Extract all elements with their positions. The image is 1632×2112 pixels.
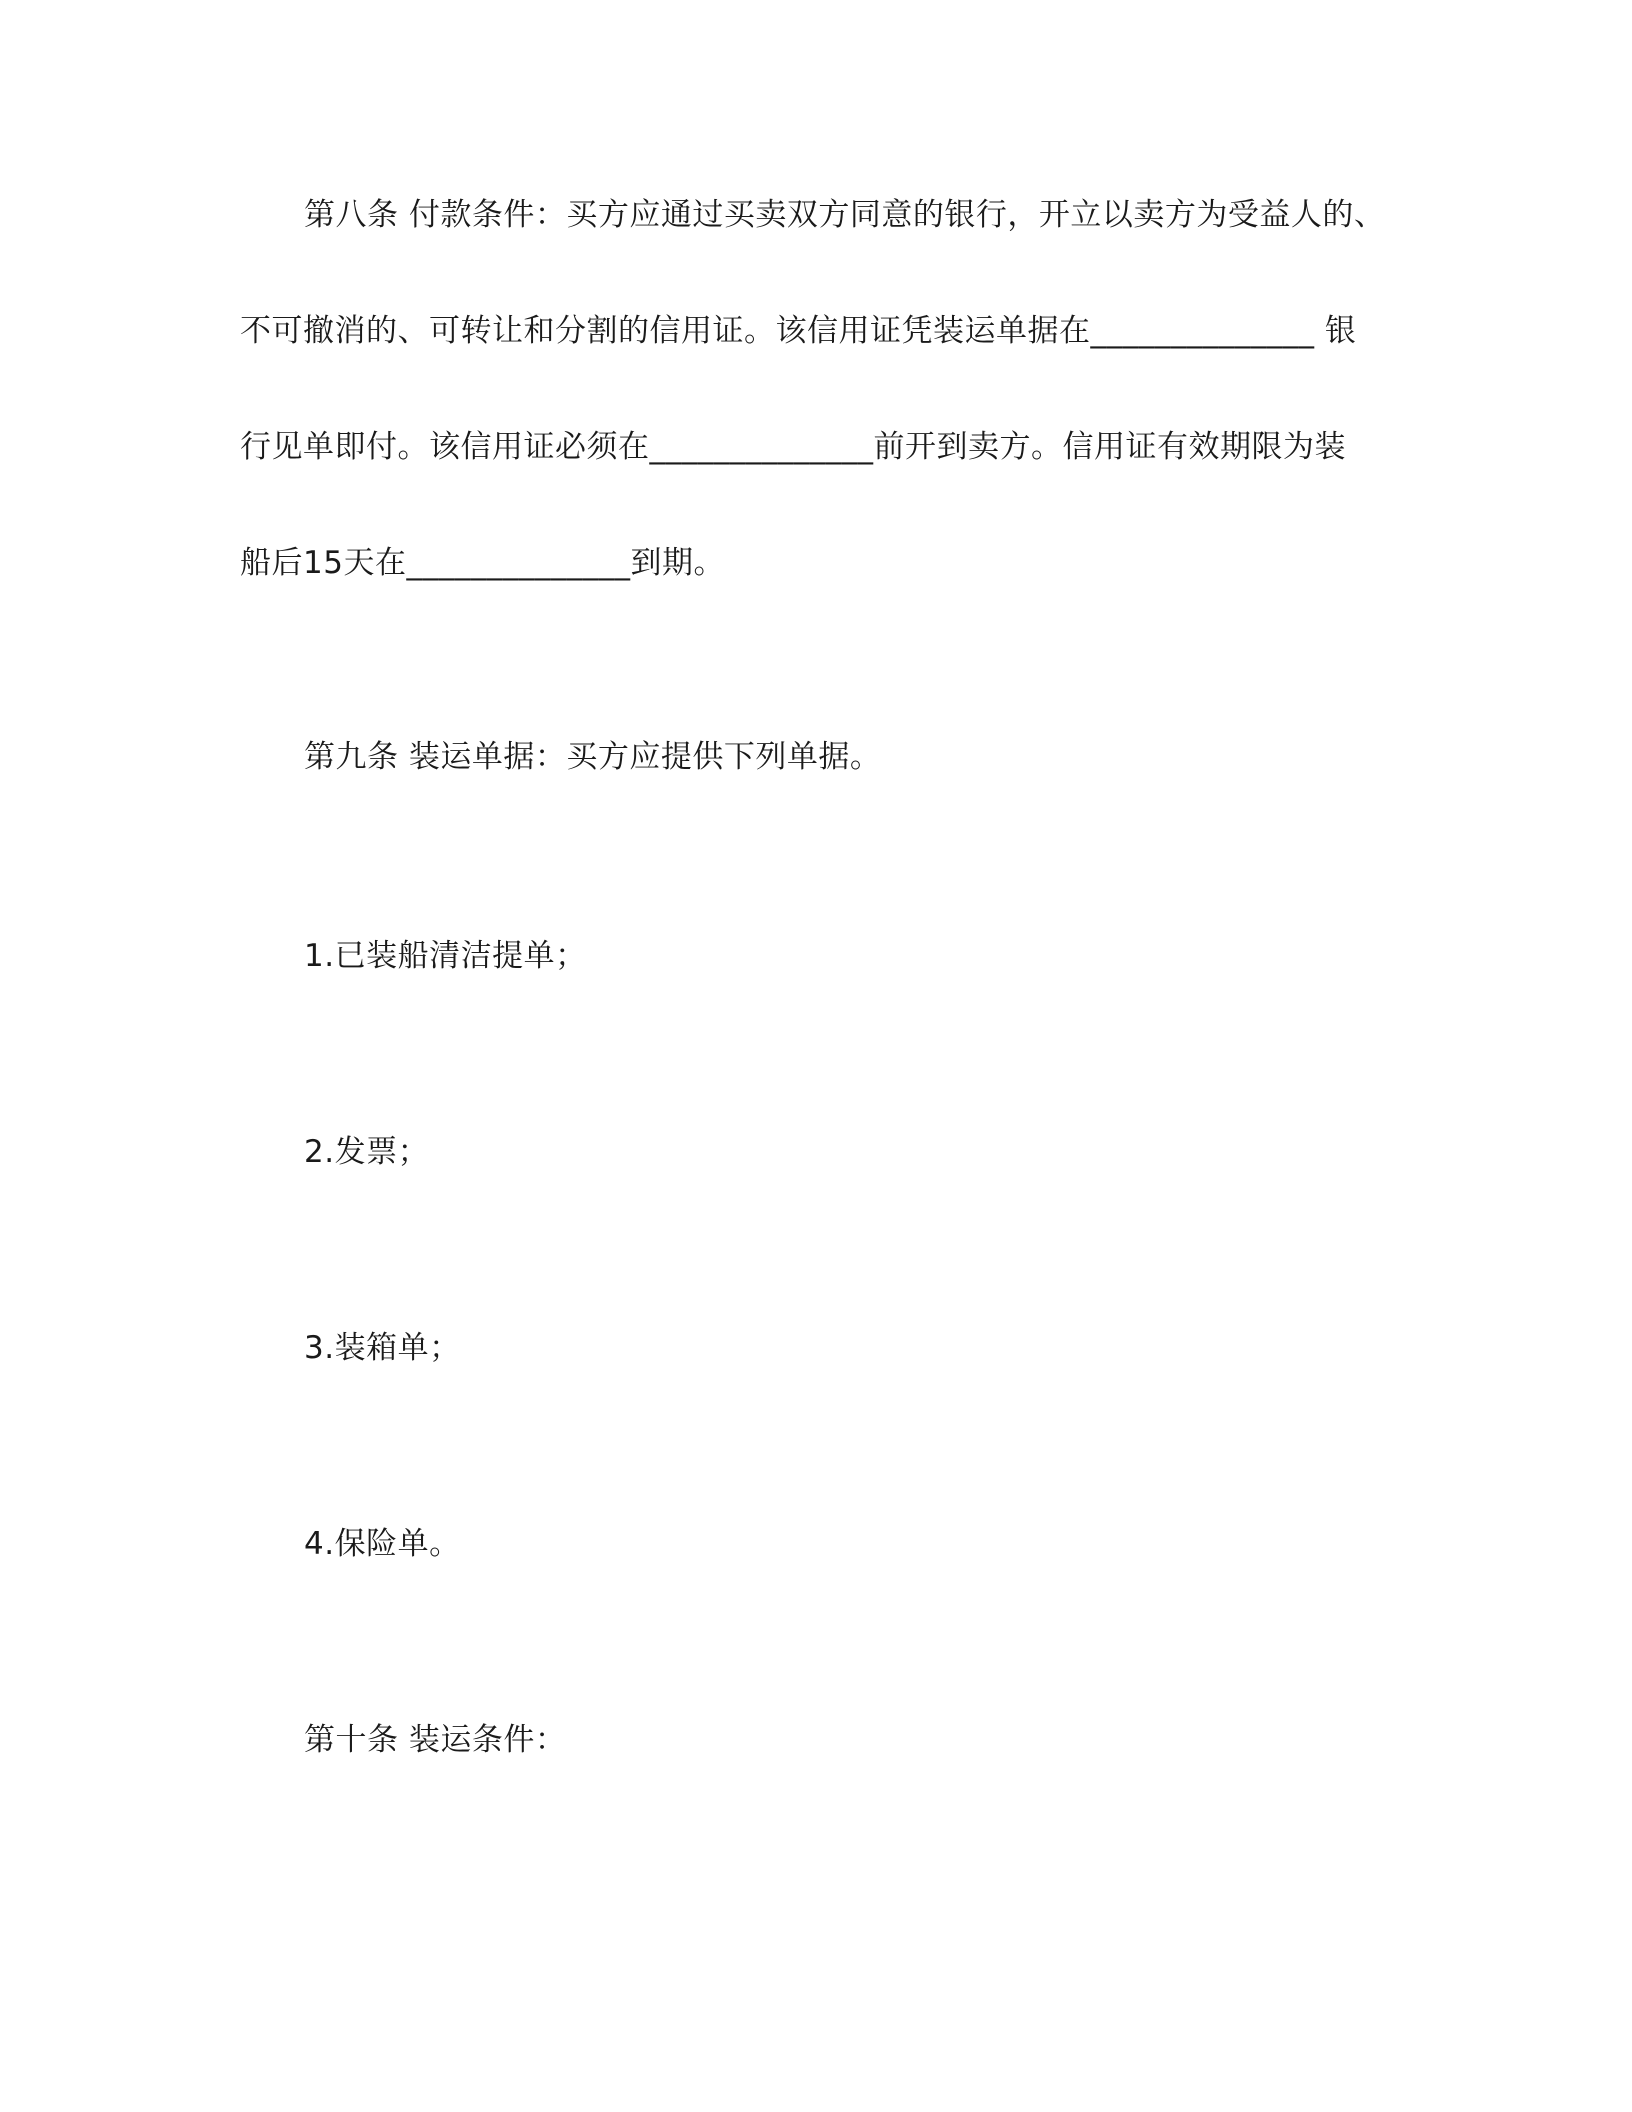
list-item: 1.已装船清洁提单； [304,938,587,974]
list-item: 3.装箱单； [304,1330,461,1366]
article8-line4: 船后15天在______________到期。 [240,545,725,581]
article8-line2: 不可撤消的、可转让和分割的信用证。该信用证凭装运单据在______________ 银 [240,313,1357,349]
article10-heading: 第十条 装运条件： [304,1722,567,1758]
list-item: 2.发票； [304,1134,430,1170]
list-item: 4.保险单。 [304,1526,461,1562]
article9-heading: 第九条 装运单据：买方应提供下列单据。 [304,739,882,775]
article8-line3: 行见单即付。该信用证必须在______________前开到卖方。信用证有效期限为装 [240,429,1346,465]
article8-line1: 第八条 付款条件：买方应通过买卖双方同意的银行，开立以卖方为受益人的、 [304,197,1386,233]
